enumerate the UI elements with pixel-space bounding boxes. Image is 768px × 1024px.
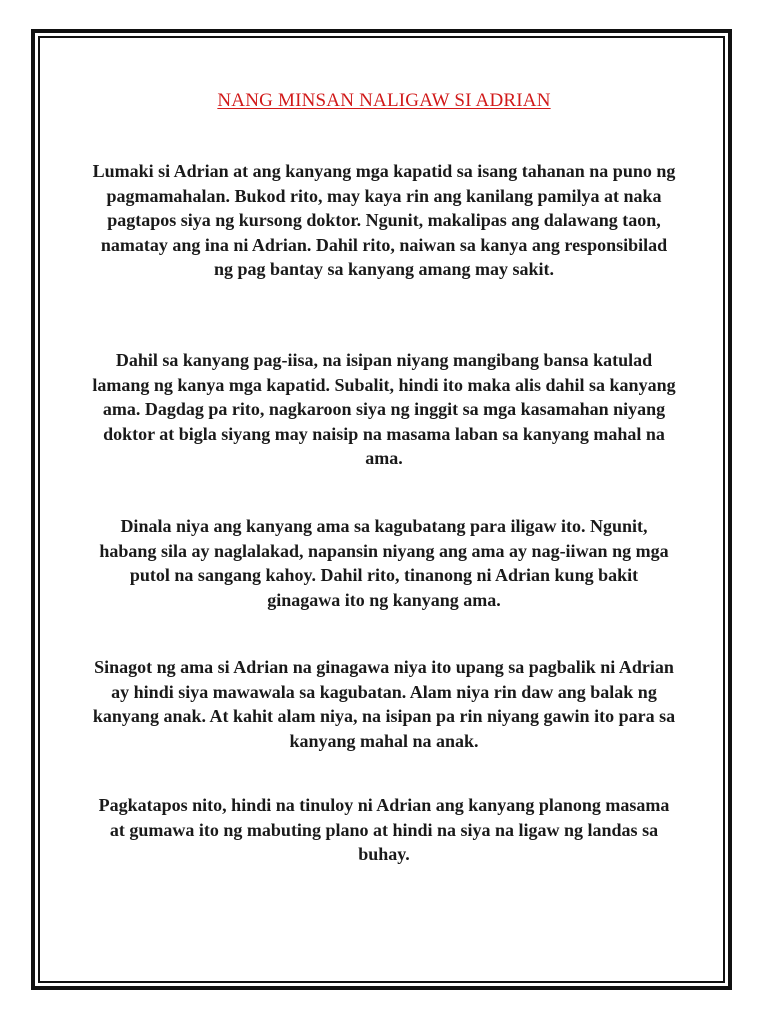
story-paragraph-5: Pagkatapos nito, hindi na tinuloy ni Adrian ang kanyang planong masama at gumawa ito ng mabuting plano at hindi na siya na ligaw ng landas sa buhay. (98, 795, 670, 864)
story-paragraph-4: Sinagot ng ama si Adrian na ginagawa niya ito upang sa pagbalik ni Adrian ay hindi siya mawawala sa kagubatan. Alam niya rin daw ang balak ng kanyang anak. At kahit alam niya, na isipan pa rin niyang gawin ito para sa kanyang mahal na anak. (92, 657, 676, 751)
story-title: NANG MINSAN NALIGAW SI ADRIAN (217, 90, 551, 111)
story-paragraph-3: Dinala niya ang kanyang ama sa kagubatang para iligaw ito. Ngunit, habang sila ay naglalakad, napansin niyang ang ama ay nag-iiwan ng mga putol na sangang kahoy. Dahil rito, tinanong ni Adrian kung bakit ginagawa ito ng kanyang ama. (99, 516, 669, 610)
story-paragraph-1: Lumaki si Adrian at ang kanyang mga kapatid sa isang tahanan na puno ng pagmamahalan. Bukod rito, may kaya rin ang kanilang pamilya at naka pagtapos siya ng kursong doktor. Ngunit, makalipas ang dalawang taon, namatay ang ina ni Adrian. Dahil rito, naiwan sa kanya ang responsibilad ng pag bantay sa kanyang amang may sakit. (92, 161, 676, 279)
story-paragraph-2: Dahil sa kanyang pag-iisa, na isipan niyang mangibang bansa katulad lamang ng kanya mga kapatid. Subalit, hindi ito maka alis dahil sa kanyang ama. Dagdag pa rito, nagkaroon siya ng inggit sa mga kasamahan niyang doktor at bigla siyang may naisip na masama laban sa kanyang mahal na ama. (92, 350, 676, 468)
